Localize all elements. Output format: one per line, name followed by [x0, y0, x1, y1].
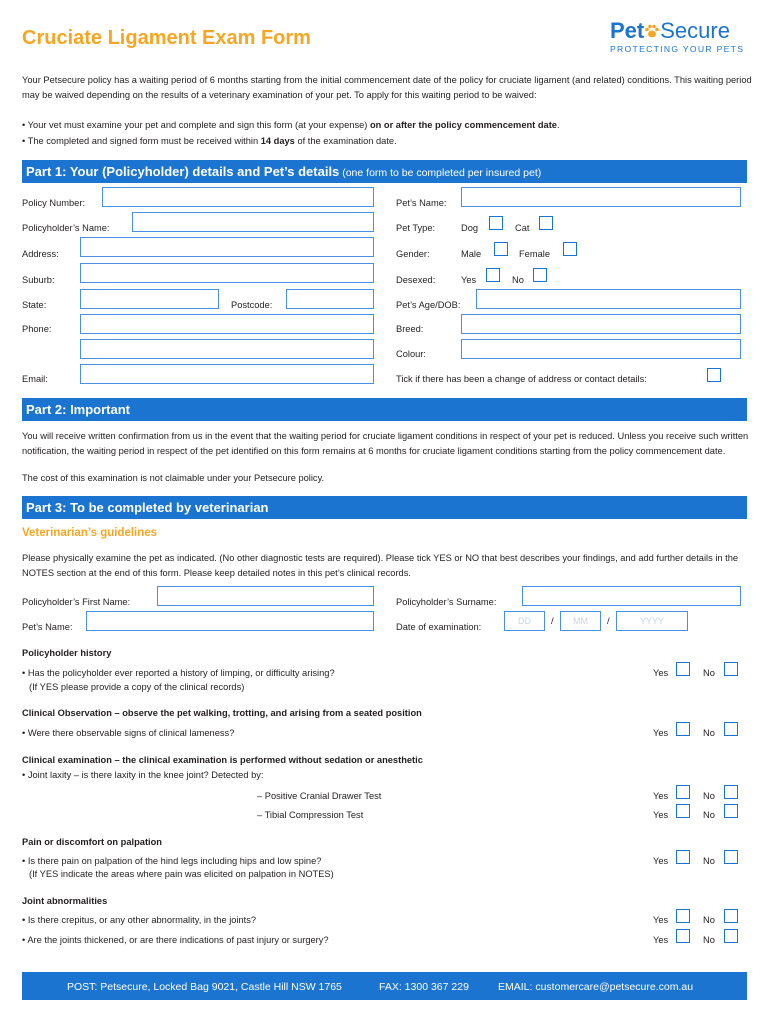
pain-question-note: (If YES indicate the areas where pain was elicited on palpation in NOTES): [29, 869, 334, 879]
thickened-no-checkbox[interactable]: [724, 929, 738, 943]
colour-input[interactable]: [461, 339, 741, 359]
dog-label: Dog: [461, 223, 479, 233]
tibial-test-label: – Tibial Compression Test: [257, 810, 364, 820]
thickened-no-label: No: [703, 935, 715, 945]
observation-heading: Clinical Observation – observe the pet walking, trotting, and arising from a seated position: [22, 708, 422, 718]
phone-label: Phone:: [22, 324, 52, 334]
crepitus-no-checkbox[interactable]: [724, 909, 738, 923]
cat-label: Cat: [515, 223, 530, 233]
date-slash-2: /: [607, 616, 610, 626]
thickened-yes-label: Yes: [653, 935, 669, 945]
footer-email[interactable]: EMAIL: customercare@petsecure.com.au: [498, 981, 694, 993]
pain-no-checkbox[interactable]: [724, 850, 738, 864]
part2-heading: Part 2: Important: [26, 402, 131, 417]
drawer-yes-checkbox[interactable]: [676, 785, 690, 799]
date-slash-1: /: [551, 616, 554, 626]
history-question-note: (If YES please provide a copy of the clinical records): [29, 682, 245, 692]
address-label: Address:: [22, 249, 59, 259]
thickened-question: • Are the joints thickened, or are there indications of past injury or surgery?: [22, 935, 329, 945]
part2-header: [22, 398, 747, 421]
bullet-2-bold: 14 days: [260, 136, 295, 146]
lameness-question: • Were there observable signs of clinical lameness?: [22, 728, 235, 738]
intro-bullet-1: [22, 118, 752, 133]
change-details-label: Tick if there has been a change of address or contact details:: [396, 374, 647, 384]
exam-date-label: Date of examination:: [396, 622, 482, 632]
pets-name-input[interactable]: [461, 187, 741, 207]
laxity-question: • Joint laxity – is there laxity in the knee joint? Detected by:: [22, 770, 264, 780]
policyholder-name-input[interactable]: [132, 212, 374, 232]
bullet-2-end: of the examination date.: [294, 136, 397, 146]
male-label: Male: [461, 249, 482, 259]
history-yes-label: Yes: [653, 668, 669, 678]
part1-note: (one form to be completed per insured pet): [339, 167, 542, 179]
female-label: Female: [519, 249, 551, 259]
desexed-no-checkbox[interactable]: [533, 268, 547, 282]
joint-heading: Joint abnormalities: [22, 896, 108, 906]
lameness-yes-checkbox[interactable]: [676, 722, 690, 736]
history-heading: Policyholder history: [22, 648, 112, 658]
bullet-1-bold: on or after the policy commencement date: [369, 120, 557, 130]
history-yes-checkbox[interactable]: [676, 662, 690, 676]
pain-yes-checkbox[interactable]: [676, 850, 690, 864]
part1-heading: Part 1: Your (Policyholder) details and Pet’s details: [26, 164, 340, 179]
bullet-2-text: • The completed and signed form must be received within: [22, 136, 261, 146]
suburb-label: Suburb:: [22, 275, 55, 285]
email-label: Email:: [22, 374, 48, 384]
pet-type-label: Pet Type:: [396, 223, 436, 233]
dog-checkbox[interactable]: [489, 216, 503, 230]
exam-date-year[interactable]: YYYY: [616, 611, 688, 631]
vet-instructions: Please physically examine the pet as indicated. (No other diagnostic tests are required). Please tick YES or NO that best describes your findings, and add further details in the NOTES section at the end of this form. Please keep detailed notes in this pet’s clinical records.: [22, 553, 739, 578]
cat-checkbox[interactable]: [539, 216, 553, 230]
tibial-no-label: No: [703, 810, 715, 820]
lameness-no-label: No: [703, 728, 715, 738]
age-dob-label: Pet’s Age/DOB:: [396, 300, 461, 310]
change-details-checkbox[interactable]: [707, 368, 721, 382]
breed-input[interactable]: [461, 314, 741, 334]
logo-tagline: PROTECTING YOUR PETS: [610, 44, 745, 54]
vet-guidelines-heading: Veterinarian’s guidelines: [22, 527, 158, 539]
phone-input-2[interactable]: [80, 339, 374, 359]
bullet-1-end: .: [556, 120, 560, 130]
policy-number-input[interactable]: [102, 187, 374, 207]
logo-pet: Pet: [610, 18, 645, 43]
breed-label: Breed:: [396, 324, 424, 334]
address-input[interactable]: [80, 237, 374, 257]
surname-label: Policyholder’s Surname:: [396, 597, 497, 607]
drawer-no-label: No: [703, 791, 715, 801]
crepitus-yes-checkbox[interactable]: [676, 909, 690, 923]
clinical-exam-heading: Clinical examination – the clinical examination is performed without sedation or anesthetic: [22, 755, 423, 765]
petsecure-logo: [610, 20, 750, 56]
policy-number-label: Policy Number:: [22, 198, 86, 208]
drawer-test-label: – Positive Cranial Drawer Test: [257, 791, 382, 801]
tibial-no-checkbox[interactable]: [724, 804, 738, 818]
drawer-yes-label: Yes: [653, 791, 669, 801]
policyholder-name-label: Policyholder’s Name:: [22, 223, 110, 233]
logo-secure: Secure: [660, 18, 730, 43]
pain-yes-label: Yes: [653, 856, 669, 866]
pain-no-label: No: [703, 856, 715, 866]
age-dob-input[interactable]: [476, 289, 741, 309]
vet-pets-name-label: Pet’s Name:: [22, 622, 73, 632]
history-question: • Has the policyholder ever reported a history of limping, or difficulty arising?: [22, 668, 335, 678]
part2-cost-note: The cost of this examination is not claimable under your Petsecure policy.: [22, 473, 325, 483]
lameness-yes-label: Yes: [653, 728, 669, 738]
pain-question: • Is there pain on palpation of the hind legs including hips and low spine?: [22, 856, 322, 866]
first-name-input[interactable]: [157, 586, 374, 606]
postcode-label: Postcode:: [231, 300, 273, 310]
first-name-label: Policyholder’s First Name:: [22, 597, 131, 607]
crepitus-yes-label: Yes: [653, 915, 669, 925]
email-input[interactable]: [80, 364, 374, 384]
desexed-no-label: No: [512, 275, 524, 285]
exam-date-day[interactable]: DD: [504, 611, 545, 631]
drawer-no-checkbox[interactable]: [724, 785, 738, 799]
crepitus-question: • Is there crepitus, or any other abnormality, in the joints?: [22, 915, 257, 925]
vet-pets-name-input[interactable]: [86, 611, 374, 631]
thickened-yes-checkbox[interactable]: [676, 929, 690, 943]
part2-paragraph: You will receive written confirmation from us in the event that the waiting period for cruciate ligament conditions in respect of your pet is reduced. Unless you receive such written notification, the waiting period in respect of the pet identified on this form remains at 6 months for cruciate ligament conditions starting from the policy commencement date.: [22, 431, 749, 456]
desexed-yes-checkbox[interactable]: [486, 268, 500, 282]
part1-header: [22, 160, 747, 183]
page-title: Cruciate Ligament Exam Form: [22, 27, 311, 49]
colour-label: Colour:: [396, 349, 426, 359]
pain-heading: Pain or discomfort on palpation: [22, 837, 162, 847]
desexed-label: Desexed:: [396, 275, 436, 285]
pets-name-label: Pet’s Name:: [396, 198, 447, 208]
lameness-no-checkbox[interactable]: [724, 722, 738, 736]
crepitus-no-label: No: [703, 915, 715, 925]
footer-post: POST: Petsecure, Locked Bag 9021, Castle Hill NSW 1765: [67, 981, 342, 993]
history-no-label: No: [703, 668, 715, 678]
state-input[interactable]: [80, 289, 219, 309]
desexed-yes-label: Yes: [461, 275, 477, 285]
female-checkbox[interactable]: [563, 242, 577, 256]
postcode-input[interactable]: [286, 289, 374, 309]
surname-input[interactable]: [522, 586, 741, 606]
phone-input-1[interactable]: [80, 314, 374, 334]
intro-paragraph: Your Petsecure policy has a waiting period of 6 months starting from the initial commencement date of the policy for cruciate ligament (and related) conditions. This waiting period may be waived depending on the results of a veterinary examination of your pet. To apply for this waiting period to be waived:: [22, 75, 752, 100]
male-checkbox[interactable]: [494, 242, 508, 256]
footer-fax: FAX: 1300 367 229: [379, 981, 469, 993]
gender-label: Gender:: [396, 249, 430, 259]
history-no-checkbox[interactable]: [724, 662, 738, 676]
state-label: State:: [22, 300, 47, 310]
exam-date-month[interactable]: MM: [560, 611, 601, 631]
bullet-1-text: • Your vet must examine your pet and complete and sign this form (at your expense): [22, 120, 370, 130]
tibial-yes-label: Yes: [653, 810, 669, 820]
tibial-yes-checkbox[interactable]: [676, 804, 690, 818]
paw-icon: [644, 23, 660, 39]
part3-heading: Part 3: To be completed by veterinarian: [26, 500, 269, 515]
intro-bullet-2: [22, 134, 752, 149]
suburb-input[interactable]: [80, 263, 374, 283]
footer-bar: [22, 972, 747, 1000]
part3-header: [22, 496, 747, 519]
